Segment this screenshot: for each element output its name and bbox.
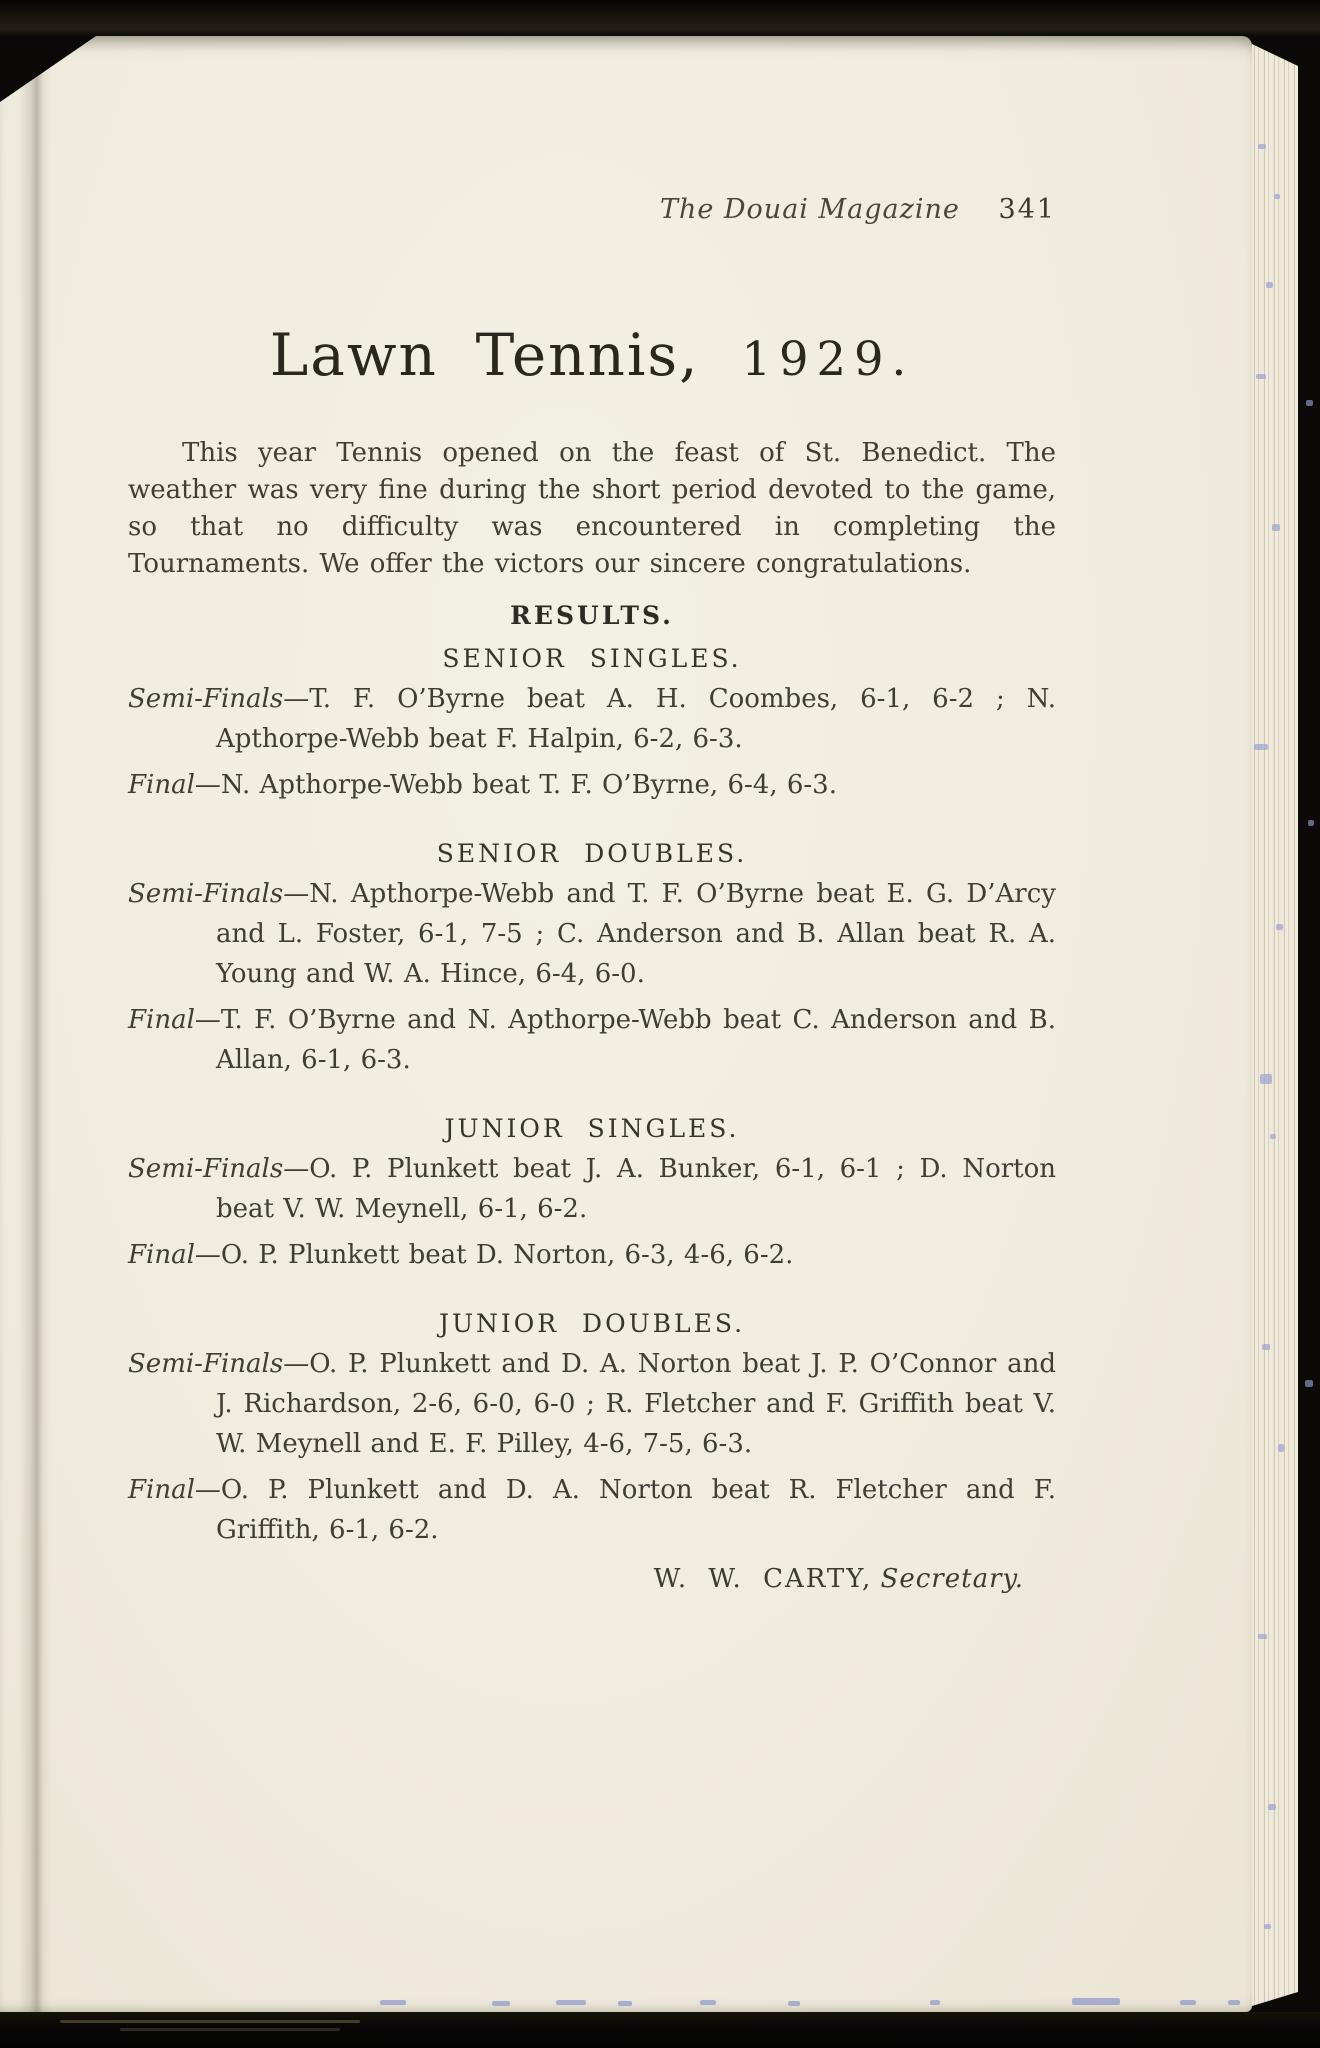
edge-stain-mark: [1180, 2000, 1196, 2005]
entry-result-text: O. P. Plunkett beat D. Norton, 6-3, 4-6, 6-2.: [220, 1240, 794, 1270]
entry-result-text: N. Apthorpe-Webb and T. F. O’Byrne beat E. G. D’Arcy and L. Foster, 6-1, 7-5 ; C. Anderson and B. Allan beat R. A. Young and W. A. Hince, 6-4, 6-0.: [216, 879, 1056, 989]
edge-stain-mark: [1228, 2000, 1240, 2005]
result-entry: [128, 1149, 1056, 1229]
cover-wear-streak: [60, 2020, 360, 2023]
edge-stain-speck: [1260, 1074, 1272, 1084]
edge-stain-mark: [492, 2001, 510, 2006]
page-stack-fore-edge: [1252, 44, 1298, 2006]
section-heading-senior-doubles: SENIOR DOUBLES.: [436, 839, 748, 868]
magazine-title: The Douai Magazine: [659, 194, 960, 225]
edge-stain-speck: [1305, 1380, 1313, 1387]
article-title: [128, 321, 1056, 389]
entry-round-label: Semi-Finals—: [128, 879, 310, 909]
page-number: 341: [998, 194, 1056, 225]
article-title-year: 1929.: [741, 332, 915, 386]
result-entry: [128, 1000, 1056, 1080]
result-entry: [128, 874, 1056, 994]
entry-round-label: Final—: [128, 1005, 221, 1035]
entry-round-label: Final—: [128, 1240, 221, 1270]
running-header: [128, 194, 1056, 225]
result-entry: [128, 1344, 1056, 1464]
result-entry: [128, 1470, 1056, 1550]
entry-result-text: T. F. O’Byrne and N. Apthorpe-Webb beat C. Anderson and B. Allan, 6-1, 6-3.: [216, 1005, 1056, 1075]
entry-result-text: O. P. Plunkett and D. A. Norton beat R. Fletcher and F. Griffith, 6-1, 6-2.: [216, 1475, 1056, 1545]
signature-line: [128, 1564, 1056, 1594]
entry-result-text: O. P. Plunkett beat J. A. Bunker, 6-1, 6-1 ; D. Norton beat V. W. Meynell, 6-1, 6-2.: [216, 1154, 1056, 1224]
edge-stain-mark: [700, 2000, 716, 2005]
edge-stain-speck: [1306, 400, 1313, 406]
edge-stain-speck: [1270, 1134, 1276, 1139]
edge-stain-mark: [556, 2000, 586, 2005]
edge-stain-mark: [618, 2001, 632, 2006]
section-heading-junior-singles: JUNIOR SINGLES.: [444, 1114, 740, 1143]
result-entry: [128, 679, 1056, 759]
edge-stain-speck: [1262, 1344, 1270, 1350]
section-heading-junior-doubles: JUNIOR DOUBLES.: [438, 1309, 746, 1338]
section-heading-senior-singles: SENIOR SINGLES.: [442, 644, 742, 673]
edge-stain-speck: [1278, 1444, 1284, 1452]
page-content: [128, 36, 1056, 1594]
entry-round-label: Semi-Finals—: [128, 1154, 310, 1184]
edge-stain-speck: [1308, 820, 1314, 826]
article-title-text: Lawn Tennis,: [269, 321, 700, 389]
edge-stain-mark: [1072, 1998, 1120, 2005]
edge-stain-speck: [1272, 524, 1280, 531]
result-entry: [128, 765, 1056, 805]
edge-stain-mark: [380, 2000, 406, 2005]
edge-stain-speck: [1268, 1804, 1276, 1810]
book-cover-bottom-edge: [0, 2012, 1320, 2048]
results-heading: RESULTS.: [510, 601, 674, 630]
signature-role: Secretary.: [880, 1564, 1024, 1594]
cover-wear-streak: [120, 2028, 340, 2031]
intro-paragraph: This year Tennis opened on the feast of St. Benedict. The weather was very fine during the short period devoted to the game, so that no difficulty was encountered in completing the Tournaments. We offer the victors our sincere congratulations.: [128, 438, 1056, 579]
edge-stain-speck: [1254, 744, 1268, 750]
entry-result-text: N. Apthorpe-Webb beat T. F. O’Byrne, 6-4, 6-3.: [220, 770, 837, 800]
edge-stain-speck: [1266, 282, 1273, 288]
entry-result-text: T. F. O’Byrne beat A. H. Coombes, 6-1, 6-2 ; N. Apthorpe-Webb beat F. Halpin, 6-2, 6-3.: [216, 684, 1056, 754]
edge-stain-speck: [1276, 924, 1283, 930]
book-cover-top-edge: [0, 0, 1320, 36]
result-entry: [128, 1235, 1056, 1275]
signature-name: W. W. CARTY,: [653, 1564, 873, 1594]
entry-round-label: Semi-Finals—: [128, 684, 310, 714]
edge-stain-speck: [1264, 1924, 1271, 1929]
magazine-page: [0, 36, 1252, 2012]
entry-result-text: O. P. Plunkett and D. A. Norton beat J. P. O’Connor and J. Richardson, 2-6, 6-0, 6-0 ; R. Fletcher and F. Griffith beat V. W. Meynell and E. F. Pilley, 4-6, 7-5, 6-3.: [216, 1349, 1056, 1459]
edge-stain-speck: [1274, 194, 1280, 199]
edge-stain-speck: [1256, 374, 1266, 379]
entry-round-label: Final—: [128, 770, 221, 800]
edge-stain-mark: [930, 2000, 940, 2005]
entry-round-label: Final—: [128, 1475, 221, 1505]
edge-stain-speck: [1258, 1634, 1267, 1639]
edge-stain-speck: [1258, 144, 1266, 149]
edge-stain-mark: [788, 2001, 800, 2006]
entry-round-label: Semi-Finals—: [128, 1349, 310, 1379]
